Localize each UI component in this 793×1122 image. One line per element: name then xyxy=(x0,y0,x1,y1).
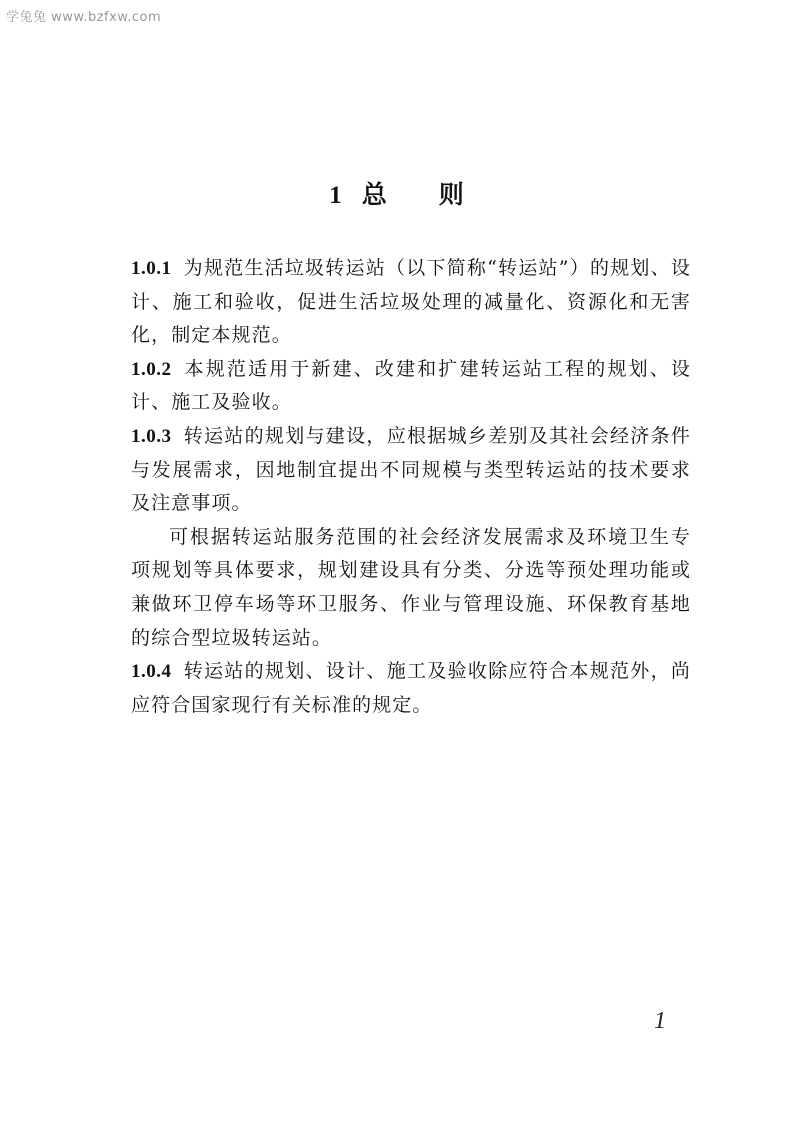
clause-number: 1.0.4 xyxy=(131,661,172,683)
clause-1-0-4 xyxy=(131,655,691,722)
clause-text: 本规范适用于新建、改建和扩建转运站工程的规划、设计、施工及验收。 xyxy=(131,357,691,414)
clause-text: 转运站的规划、设计、施工及验收除应符合本规范外，尚应符合国家现行有关标准的规定。 xyxy=(131,660,691,716)
chapter-number: 1 xyxy=(329,182,342,209)
chapter-title xyxy=(0,178,793,213)
clause-number: 1.0.2 xyxy=(131,358,172,380)
clause-1-0-1 xyxy=(131,252,691,353)
clause-number: 1.0.3 xyxy=(131,425,172,447)
chapter-title-char-1: 总 xyxy=(361,180,387,209)
clauses-body xyxy=(131,252,691,722)
watermark: 学兔兔 www.bzfxw.com xyxy=(6,10,162,25)
clause-1-0-3-continuation xyxy=(131,521,691,655)
clause-text: 可根据转运站服务范围的社会经济发展需求及环境卫生专项规划等具体要求，规划建设具有分类、分选等预处理功能或兼做环卫停车场等环卫服务、作业与管理设施、环保教育基地的综合型垃圾转运站。 xyxy=(131,525,691,649)
page-number: 1 xyxy=(654,1008,666,1034)
clause-text: 转运站的规划与建设，应根据城乡差别及其社会经济条件与发展需求，因地制宜提出不同规模与类型转运站的技术要求及注意事项。 xyxy=(131,424,691,515)
clause-number: 1.0.1 xyxy=(131,258,172,279)
clause-text: 为规范生活垃圾转运站（以下简称“转运站”）的规划、设计、施工和验收，促进生活垃圾处理的减量化、资源化和无害化，制定本规范。 xyxy=(131,257,691,347)
clause-1-0-3 xyxy=(131,420,691,521)
clause-1-0-2 xyxy=(131,353,691,420)
chapter-title-char-2: 则 xyxy=(438,180,464,209)
